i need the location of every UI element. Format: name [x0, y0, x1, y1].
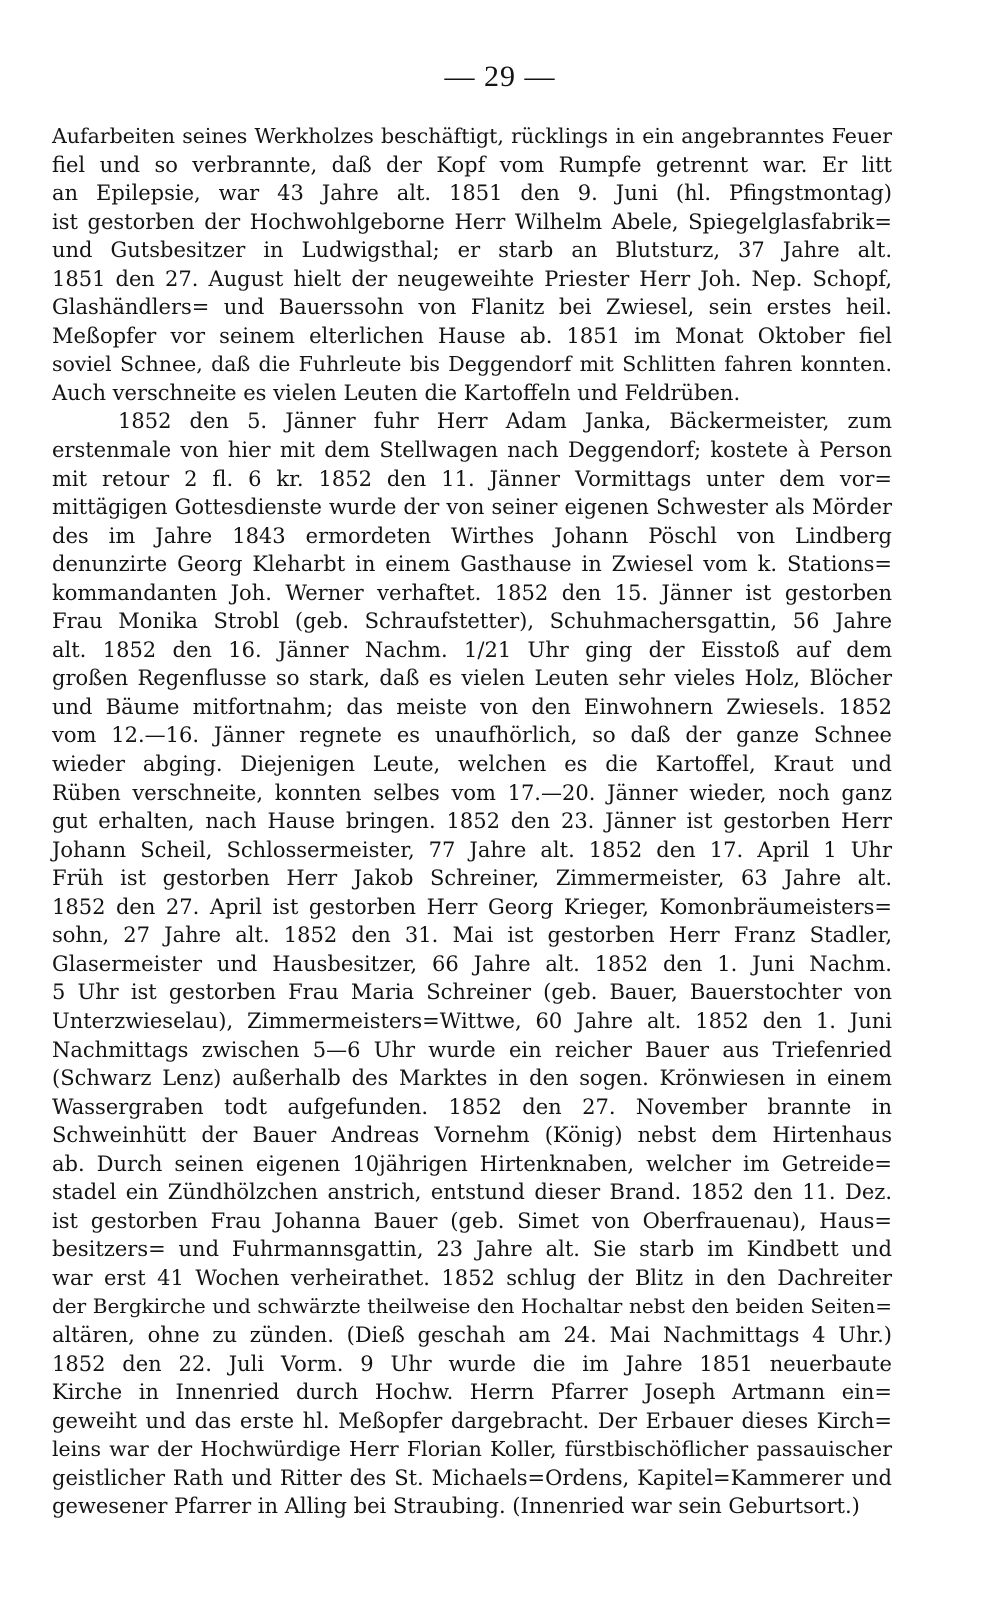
- text-line: und Bäume mitfortnahm; das meiste von den Einwohnern Zwiesels. 1852: [52, 694, 892, 719]
- text-line: Rüben verschneite, konnten selbes vom 17.—20. Jänner wieder, noch ganz: [52, 780, 892, 805]
- text-line: (Schwarz Lenz) außerhalb des Marktes in den sogen. Krönwiesen in einem: [52, 1066, 892, 1091]
- text-line: wieder abging. Diejenigen Leute, welchen es die Kartoffel, Kraut und: [52, 752, 892, 777]
- text-line: Glashändlers= und Bauerssohn von Flanitz bei Zwiesel, sein erstes heil.: [52, 295, 892, 320]
- text-line: gewesener Pfarrer in Alling bei Straubing. (Innenried war sein Geburtsort.): [52, 1494, 860, 1519]
- text-line: ist gestorben Frau Johanna Bauer (geb. Simet von Oberfrauenau), Haus=: [52, 1208, 892, 1233]
- text-line: geweiht und das erste hl. Meßopfer dargebracht. Der Erbauer dieses Kirch=: [52, 1408, 892, 1433]
- text-line: leins war der Hochwürdige Herr Florian Koller, fürstbischöflicher passauischer: [52, 1437, 892, 1462]
- text-line: war erst 41 Wochen verheirathet. 1852 schlug der Blitz in den Dachreiter: [52, 1265, 892, 1290]
- text-line: Meßopfer vor seinem elterlichen Hause ab. 1851 im Monat Oktober fiel: [52, 323, 892, 348]
- text-line: 5 Uhr ist gestorben Frau Maria Schreiner (geb. Bauer, Bauerstochter von: [52, 980, 892, 1005]
- text-line: Johann Scheil, Schlossermeister, 77 Jahre alt. 1852 den 17. April 1 Uhr: [52, 837, 892, 862]
- text-line: denunzirte Georg Kleharbt in einem Gasthause in Zwiesel vom k. Stations=: [52, 552, 892, 577]
- text-line: kommandanten Joh. Werner verhaftet. 1852 den 15. Jänner ist gestorben: [52, 580, 892, 605]
- text-line: 1852 den 22. Juli Vorm. 9 Uhr wurde die im Jahre 1851 neuerbaute: [52, 1351, 892, 1376]
- text-line: ist gestorben der Hochwohlgeborne Herr Wilhelm Abele, Spiegelglasfabrik=: [52, 209, 892, 234]
- text-line: Frau Monika Strobl (geb. Schraufstetter), Schuhmachersgattin, 56 Jahre: [52, 609, 892, 634]
- text-line: Nachmittags zwischen 5—6 Uhr wurde ein reicher Bauer aus Triefenried: [52, 1037, 892, 1062]
- text-line: an Epilepsie, war 43 Jahre alt. 1851 den 9. Juni (hl. Pfingstmontag): [52, 181, 892, 206]
- text-line: Früh ist gestorben Herr Jakob Schreiner, Zimmermeister, 63 Jahre alt.: [52, 866, 892, 891]
- text-line: geistlicher Rath und Ritter des St. Michaels=Ordens, Kapitel=Kammerer und: [52, 1465, 892, 1490]
- text-line: Auch verschneite es vielen Leuten die Kartoffeln und Feldrüben.: [52, 380, 741, 405]
- text-line: vom 12.—16. Jänner regnete es unaufhörlich, so daß der ganze Schnee: [52, 723, 892, 748]
- text-line: erstenmale von hier mit dem Stellwagen nach Deggendorf; kostete à Person: [52, 438, 892, 463]
- text-line: Unterzwieselau), Zimmermeisters=Wittwe, 60 Jahre alt. 1852 den 1. Juni: [52, 1008, 892, 1033]
- text-body: [52, 122, 892, 1521]
- text-line: mittägigen Gottesdienste wurde der von seiner eigenen Schwester als Mörder: [52, 495, 892, 520]
- text-line: Wassergraben todt aufgefunden. 1852 den 27. November brannte in: [52, 1094, 892, 1119]
- text-line: gut erhalten, nach Hause bringen. 1852 den 23. Jänner ist gestorben Herr: [52, 809, 892, 834]
- text-line: und Gutsbesitzer in Ludwigsthal; er starb an Blutsturz, 37 Jahre alt.: [52, 238, 892, 263]
- text-line: 1852 den 5. Jänner fuhr Herr Adam Janka, Bäckermeister, zum: [118, 409, 892, 434]
- page-number: — 29 —: [444, 60, 556, 93]
- text-line: 1851 den 27. August hielt der neugeweihte Priester Herr Joh. Nep. Schopf,: [52, 266, 892, 291]
- text-line: Schweinhütt der Bauer Andreas Vornehm (König) nebst dem Hirtenhaus: [52, 1123, 892, 1148]
- text-line: besitzers= und Fuhrmannsgattin, 23 Jahre alt. Sie starb im Kindbett und: [52, 1237, 892, 1262]
- text-line: fiel und so verbrannte, daß der Kopf vom Rumpfe getrennt war. Er litt: [52, 152, 892, 177]
- text-line: altären, ohne zu zünden. (Dieß geschah am 24. Mai Nachmittags 4 Uhr.): [52, 1322, 892, 1347]
- text-line: Kirche in Innenried durch Hochw. Herrn Pfarrer Joseph Artmann ein=: [52, 1380, 892, 1405]
- text-line: des im Jahre 1843 ermordeten Wirthes Johann Pöschl von Lindberg: [52, 523, 892, 548]
- text-line: 1852 den 27. April ist gestorben Herr Georg Krieger, Komonbräumeisters=: [52, 894, 892, 919]
- text-line: Glasermeister und Hausbesitzer, 66 Jahre alt. 1852 den 1. Juni Nachm.: [52, 951, 892, 976]
- text-line: stadel ein Zündhölzchen anstrich, entstund dieser Brand. 1852 den 11. Dez.: [52, 1180, 892, 1205]
- text-line: großen Regenflusse so stark, daß es vielen Leuten sehr vieles Holz, Blöcher: [52, 666, 892, 691]
- text-line: mit retour 2 fl. 6 kr. 1852 den 11. Jänner Vormittags unter dem vor=: [52, 466, 892, 491]
- text-line: soviel Schnee, daß die Fuhrleute bis Deggendorf mit Schlitten fahren konnten.: [52, 352, 892, 377]
- text-line: der Bergkirche und schwärzte theilweise den Hochaltar nebst den beiden Seiten=: [52, 1294, 892, 1319]
- text-line: alt. 1852 den 16. Jänner Nachm. 1/21 Uhr ging der Eisstoß auf dem: [52, 637, 892, 662]
- text-line: Aufarbeiten seines Werkholzes beschäftigt, rücklings in ein angebranntes Feuer: [52, 124, 892, 148]
- text-line: sohn, 27 Jahre alt. 1852 den 31. Mai ist gestorben Herr Franz Stadler,: [52, 923, 892, 948]
- text-line: ab. Durch seinen eigenen 10jährigen Hirtenknaben, welcher im Getreide=: [52, 1151, 892, 1176]
